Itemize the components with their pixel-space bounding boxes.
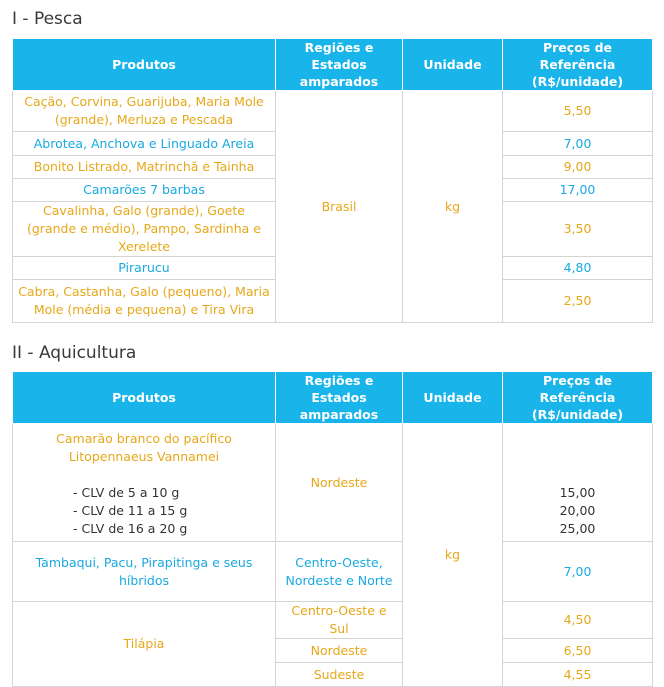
header-unidade: Unidade	[403, 372, 503, 424]
region-cell: Nordeste	[276, 639, 403, 663]
header-precos: Preços de Referência (R$/unidade)	[503, 372, 653, 424]
shrimp-size-list	[17, 484, 271, 538]
table-header-row	[13, 39, 653, 91]
shrimp-size: - CLV de 16 a 20 g	[73, 521, 188, 536]
product-cell	[13, 424, 276, 542]
region-cell: Sudeste	[276, 663, 403, 687]
shrimp-price: 15,00	[559, 485, 596, 500]
header-unidade: Unidade	[403, 39, 503, 91]
product-cell: Pirarucu	[13, 257, 276, 280]
price-cell: 6,50	[503, 639, 653, 663]
price-cell: 4,55	[503, 663, 653, 687]
price-cell: 7,00	[503, 542, 653, 602]
product-cell: Cação, Corvina, Guarijuba, Maria Mole (grande), Merluza e Pescada	[13, 91, 276, 132]
section-title-pesca: I - Pesca	[12, 9, 83, 29]
product-cell: Camarões 7 barbas	[13, 179, 276, 202]
region-cell: Centro-Oeste, Nordeste e Norte	[276, 542, 403, 602]
table-row-shrimp	[13, 424, 653, 542]
shrimp-price: 25,00	[559, 521, 596, 536]
price-cell: 17,00	[503, 179, 653, 202]
header-regioes: Regiões e Estados amparados	[276, 372, 403, 424]
section-title-aquicultura: II - Aquicultura	[12, 343, 137, 363]
table-row	[13, 91, 653, 132]
shrimp-size: - CLV de 11 a 15 g	[73, 503, 188, 518]
product-cell: Cavalinha, Galo (grande), Goete (grande e médio), Pampo, Sardinha e Xerelete	[13, 202, 276, 257]
price-cell: 9,00	[503, 156, 653, 179]
price-cell: 2,50	[503, 280, 653, 323]
price-cell: 7,00	[503, 132, 653, 156]
product-cell: Abrotea, Anchova e Linguado Areia	[13, 132, 276, 156]
price-cell: 5,50	[503, 91, 653, 132]
region-cell: Nordeste	[276, 424, 403, 542]
product-cell: Bonito Listrado, Matrinchã e Tainha	[13, 156, 276, 179]
shrimp-product-name: Camarão branco do pacífico Litopennaeus Vannamei	[56, 431, 232, 464]
region-cell: Centro-Oeste e Sul	[276, 602, 403, 639]
region-cell: Brasil	[276, 91, 403, 323]
product-cell: Tambaqui, Pacu, Pirapitinga e seus híbridos	[13, 542, 276, 602]
pesca-table	[12, 38, 653, 323]
price-cell: 3,50	[503, 202, 653, 257]
product-cell: Cabra, Castanha, Galo (pequeno), Maria Mole (média e pequena) e Tira Vira	[13, 280, 276, 323]
aquicultura-table	[12, 371, 653, 687]
table-header-row	[13, 372, 653, 424]
header-precos: Preços de Referência (R$/unidade)	[503, 39, 653, 91]
product-cell: Tilápia	[13, 602, 276, 687]
shrimp-price: 20,00	[559, 503, 596, 518]
price-cell: 4,50	[503, 602, 653, 639]
shrimp-size: - CLV de 5 a 10 g	[73, 485, 180, 500]
unit-cell: kg	[403, 91, 503, 323]
table-row-tambaqui	[13, 542, 653, 602]
price-cell: 4,80	[503, 257, 653, 280]
header-produtos: Produtos	[13, 372, 276, 424]
unit-cell: kg	[403, 424, 503, 687]
price-cell	[503, 424, 653, 542]
table-row-tilapia	[13, 602, 653, 639]
header-produtos: Produtos	[13, 39, 276, 91]
header-regioes: Regiões e Estados amparados	[276, 39, 403, 91]
